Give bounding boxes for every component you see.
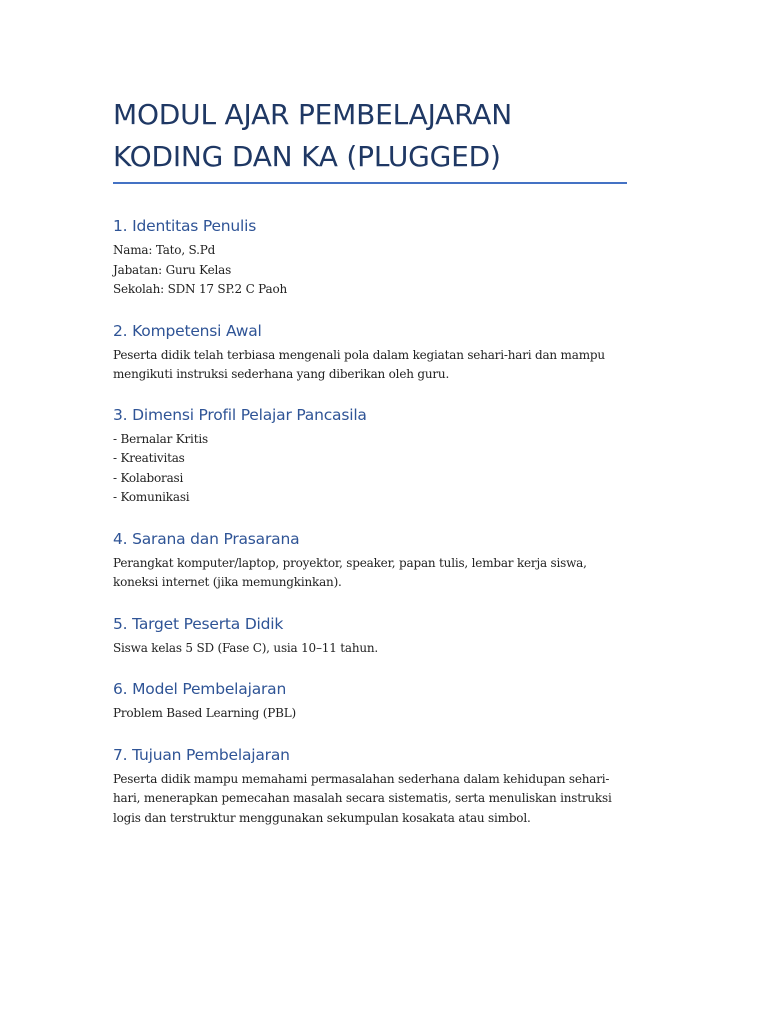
- author-name: Nama: Tato, S.Pd: [113, 243, 216, 257]
- section-heading: 6. Model Pembelajaran: [113, 680, 287, 698]
- title-divider: [113, 182, 627, 184]
- list-item: - Bernalar Kritis: [113, 431, 208, 446]
- section-heading: 1. Identitas Penulis: [113, 217, 257, 235]
- section-target-peserta: [113, 614, 627, 659]
- section-model-pembelajaran: [113, 679, 627, 724]
- section-tujuan-pembelajaran: [113, 745, 627, 829]
- list-item: - Komunikasi: [113, 490, 190, 504]
- section-heading: 2. Kompetensi Awal: [113, 321, 262, 340]
- author-position: Jabatan: Guru Kelas: [113, 262, 232, 277]
- list-item: - Kolaborasi: [113, 470, 184, 485]
- section-heading: 3. Dimensi Profil Pelajar Pancasila: [113, 405, 367, 424]
- section-paragraph: Siswa kelas 5 SD (Fase C), usia 10–11 tahun.: [113, 640, 379, 655]
- document-title: MODUL AJAR PEMBELAJARAN KODING DAN KA (PLUGGED): [113, 98, 512, 173]
- section-heading: 7. Tujuan Pembelajaran: [113, 745, 290, 764]
- list-item: - Kreativitas: [113, 451, 185, 465]
- section-heading: 5. Target Peserta Didik: [113, 614, 284, 633]
- section-heading: 4. Sarana dan Prasarana: [113, 529, 300, 548]
- section-sarana-prasarana: [113, 529, 627, 593]
- author-school: Sekolah: SDN 17 SP.2 C Paoh: [113, 282, 288, 296]
- document-page: [113, 94, 627, 828]
- section-kompetensi-awal: [113, 321, 627, 385]
- section-paragraph: Perangkat komputer/laptop, proyektor, speaker, papan tulis, lembar kerja siswa, koneksi internet (jika memungkinkan).: [113, 555, 587, 589]
- section-identitas-penulis: [113, 216, 627, 300]
- section-paragraph: Peserta didik mampu memahami permasalahan sederhana dalam kehidupan sehari-hari, menerapkan pemecahan masalah secara sistematis, serta menuliskan instruksi logis dan terstruktur menggunakan sekumpulan kosakata atau simbol.: [113, 771, 612, 825]
- section-paragraph: Problem Based Learning (PBL): [113, 706, 296, 720]
- section-dimensi-profil: [113, 405, 627, 508]
- section-paragraph: Peserta didik telah terbiasa mengenali pola dalam kegiatan sehari-hari dan mampu mengikuti instruksi sederhana yang diberikan oleh guru.: [113, 347, 605, 381]
